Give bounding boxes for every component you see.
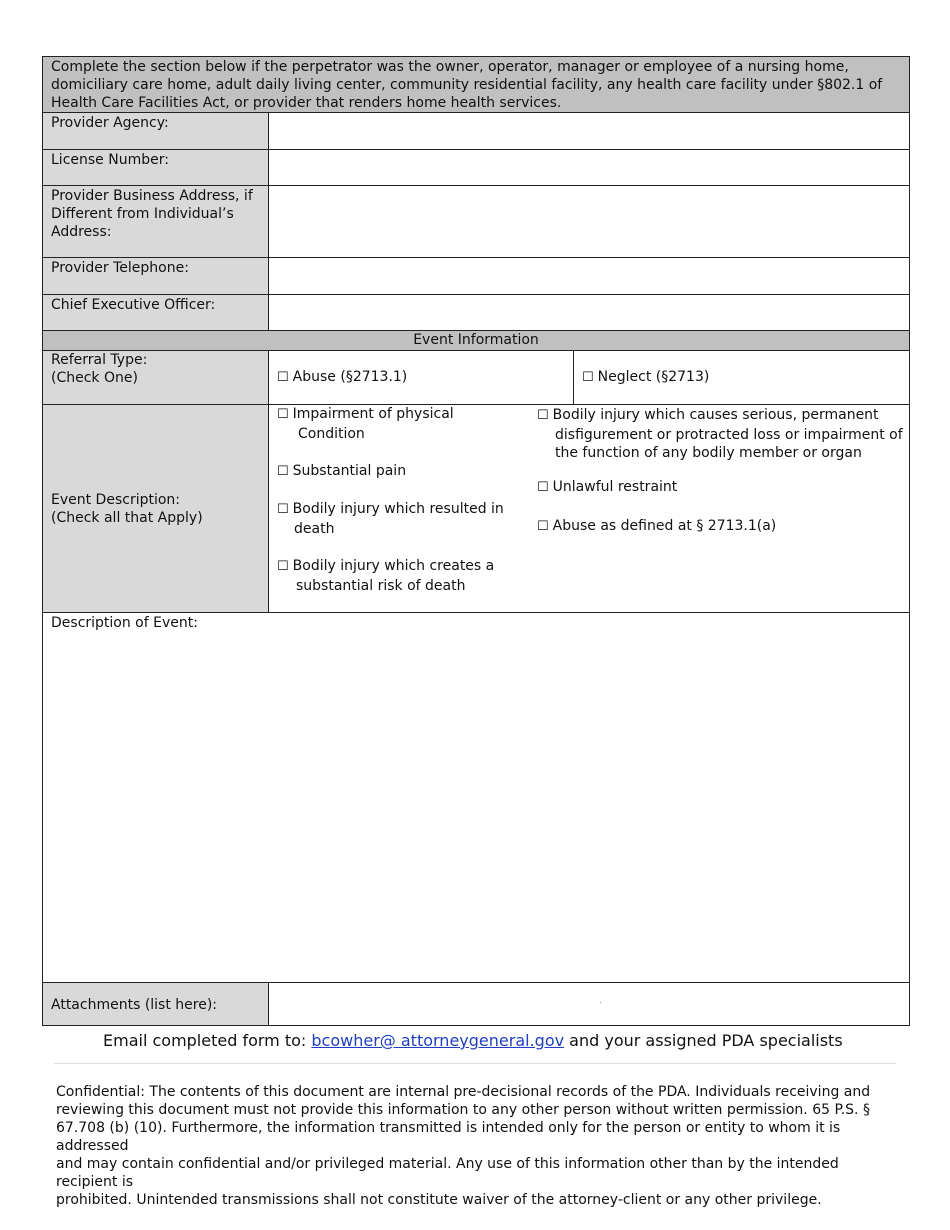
confidentiality-line: and may contain confidential and/or privileged material. Any use of this information other than by the intended recipient is — [56, 1156, 839, 1190]
provider-agency-field[interactable] — [269, 113, 910, 150]
provider-agency-label: Provider Agency: — [43, 113, 269, 150]
checkbox-icon[interactable]: ☐ — [277, 502, 289, 517]
checkbox-icon[interactable]: ☐ — [537, 408, 549, 423]
description-of-event-area[interactable] — [43, 613, 910, 983]
referral-neglect-label: Neglect (§2713) — [597, 369, 710, 385]
option-risk-of-death[interactable] — [277, 557, 494, 595]
email-suffix: and your assigned PDA specialists — [569, 1031, 843, 1050]
option-substantial-pain[interactable] — [277, 462, 406, 482]
stray-mark — [600, 1002, 601, 1003]
option-abuse-defined-line1: Abuse as defined at § 2713.1(a) — [552, 518, 777, 534]
email-prefix: Email completed form to: — [103, 1031, 307, 1050]
option-unlawful-restraint[interactable] — [537, 478, 677, 498]
referral-type-label — [43, 351, 269, 405]
confidentiality-line: reviewing this document must not provide this information to any other person without written permission. 65 P.S. § — [56, 1102, 870, 1118]
checkbox-icon[interactable]: ☐ — [537, 519, 549, 534]
license-number-label: License Number: — [43, 150, 269, 186]
event-information-header: Event Information — [43, 331, 910, 351]
option-impairment-line1: Impairment of physical — [292, 406, 454, 422]
option-serious-injury-line2: disfigurement or protracted loss or impairment of — [555, 426, 903, 443]
option-risk-of-death-line2: substantial risk of death — [296, 577, 466, 594]
option-injury-death[interactable] — [277, 500, 504, 538]
event-description-options — [269, 405, 910, 613]
event-description-title: Event Description: — [51, 492, 181, 508]
checkbox-icon[interactable]: ☐ — [277, 559, 289, 574]
referral-neglect-option[interactable] — [574, 351, 910, 405]
attachments-field[interactable] — [269, 983, 910, 1026]
license-number-field[interactable] — [269, 150, 910, 186]
email-link[interactable]: bcowher@ attorneygeneral.gov — [311, 1031, 565, 1050]
provider-telephone-field[interactable] — [269, 258, 910, 295]
event-description-hint: (Check all that Apply) — [51, 510, 203, 526]
provider-address-label: Provider Business Address, if Different from Individual’s Address: — [43, 186, 269, 258]
referral-abuse-option[interactable] — [269, 351, 574, 405]
confidentiality-line: Confidential: The contents of this document are internal pre-decisional records of the PDA. Individuals receiving and — [56, 1084, 871, 1100]
option-serious-injury-line3: the function of any bodily member or organ — [555, 445, 862, 461]
option-impairment[interactable] — [277, 405, 454, 443]
referral-type-hint: (Check One) — [51, 370, 138, 386]
option-serious-injury-line1: Bodily injury which causes serious, permanent — [552, 407, 879, 423]
confidentiality-line: prohibited. Unintended transmissions shall not constitute waiver of the attorney-client or any other privilege. — [56, 1192, 822, 1208]
footer-divider — [54, 1063, 896, 1064]
provider-telephone-label: Provider Telephone: — [43, 258, 269, 295]
confidentiality-line: 67.708 (b) (10). Furthermore, the information transmitted is intended only for the person or entity to whom it is addressed — [56, 1120, 841, 1154]
checkbox-icon[interactable]: ☐ — [582, 370, 594, 385]
option-impairment-line2: Condition — [298, 425, 365, 442]
provider-address-field[interactable] — [269, 186, 910, 258]
attachments-label: Attachments (list here): — [43, 983, 269, 1026]
checkbox-icon[interactable]: ☐ — [277, 407, 289, 422]
ceo-label: Chief Executive Officer: — [43, 295, 269, 331]
email-instructions — [103, 1031, 843, 1050]
option-unlawful-restraint-line1: Unlawful restraint — [552, 479, 678, 495]
description-of-event-label: Description of Event: — [51, 615, 198, 631]
confidentiality-notice — [56, 1083, 896, 1209]
option-injury-death-line2: death — [294, 520, 335, 537]
checkbox-icon[interactable]: ☐ — [277, 370, 289, 385]
option-serious-injury[interactable] — [537, 406, 903, 463]
option-abuse-defined[interactable] — [537, 517, 776, 537]
option-substantial-pain-line1: Substantial pain — [292, 463, 407, 479]
section-instructions: Complete the section below if the perpetrator was the owner, operator, manager or employee of a nursing home, domiciliary care home, adult daily living center, community residential facility, any health care facility under §802.1 of Health Care Facilities Act, or provider that renders home health services. — [43, 57, 910, 113]
option-risk-of-death-line1: Bodily injury which creates a — [292, 558, 495, 574]
perpetrator-provider-form — [42, 56, 910, 1026]
option-injury-death-line1: Bodily injury which resulted in — [292, 501, 504, 517]
referral-abuse-label: Abuse (§2713.1) — [292, 369, 408, 385]
referral-type-title: Referral Type: — [51, 352, 148, 368]
checkbox-icon[interactable]: ☐ — [537, 480, 549, 495]
ceo-field[interactable] — [269, 295, 910, 331]
event-description-label — [43, 405, 269, 613]
checkbox-icon[interactable]: ☐ — [277, 464, 289, 479]
